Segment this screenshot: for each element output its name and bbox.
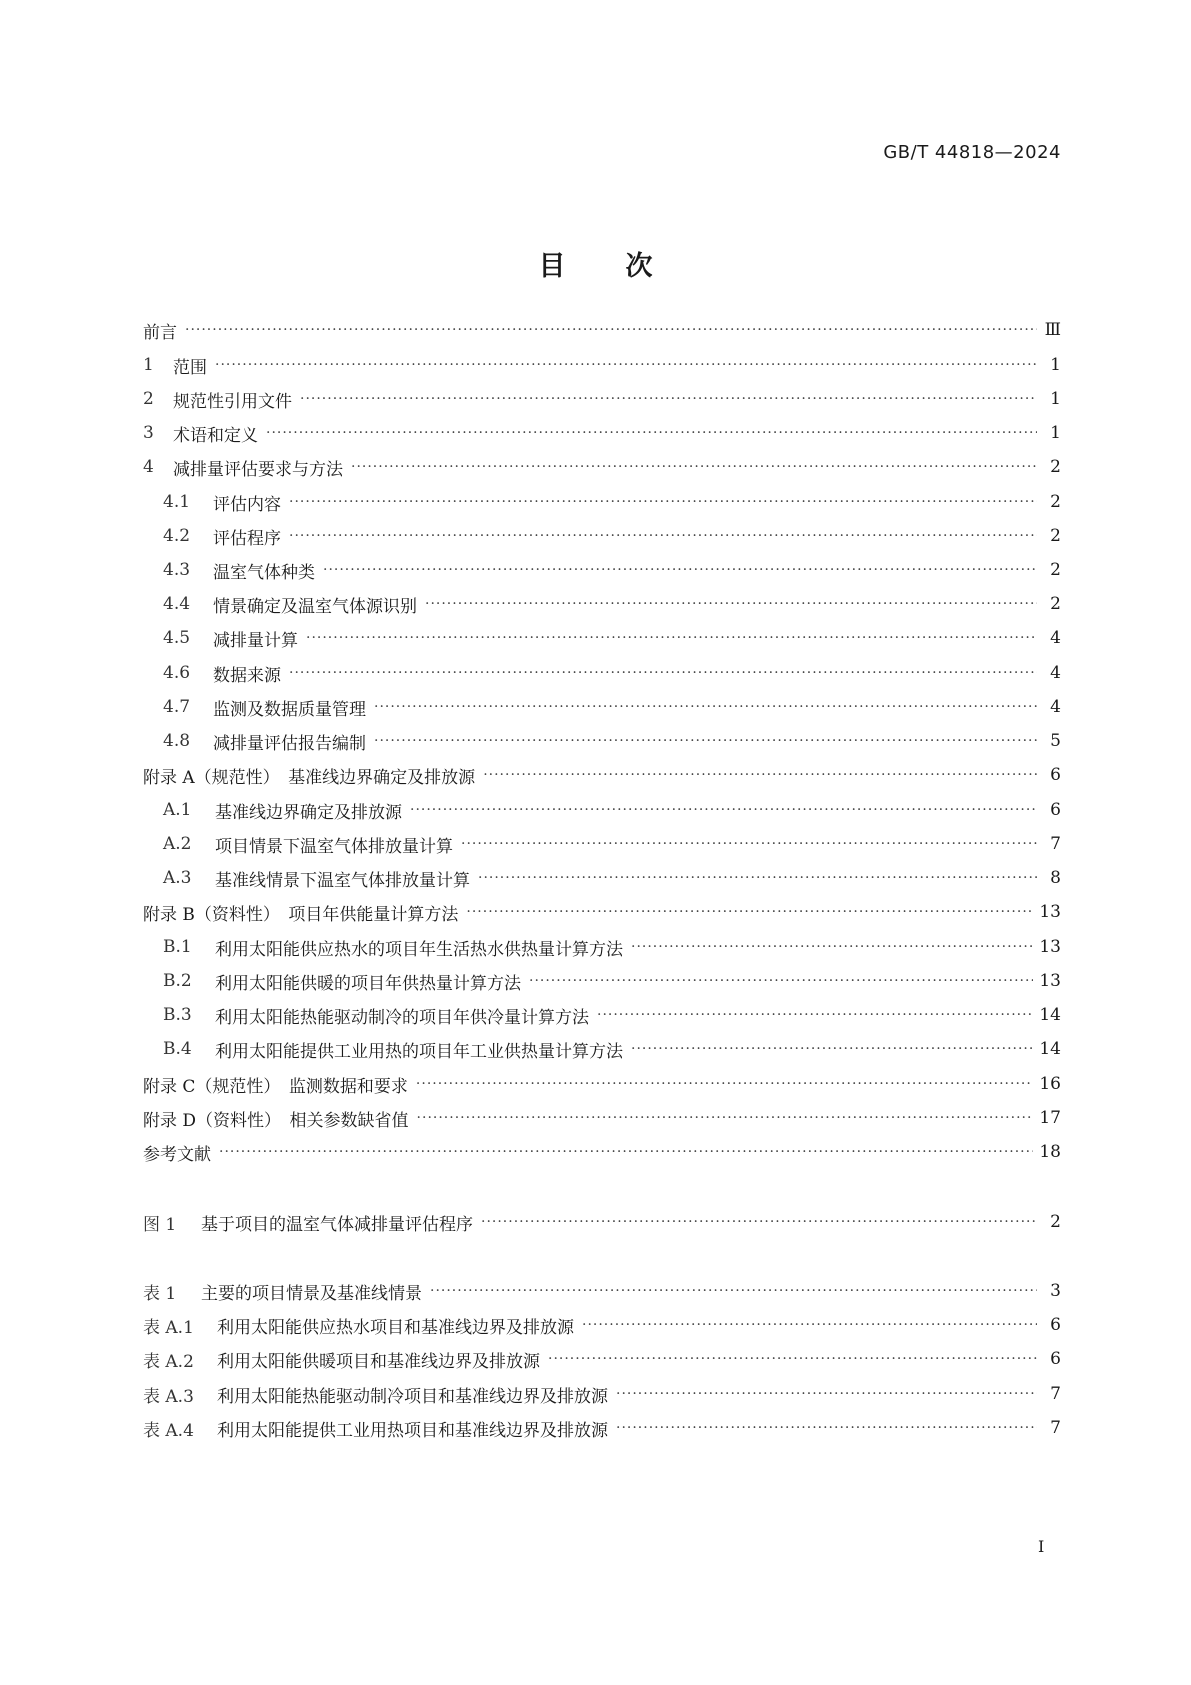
page-folio: Ⅰ <box>1038 1537 1045 1556</box>
dot-leader <box>466 904 1033 920</box>
toc-entry-4-4[interactable] <box>143 590 1061 618</box>
toc-entry-page: 1 <box>1050 389 1061 409</box>
toc-entry-page: 18 <box>1039 1142 1061 1162</box>
toc-entry-label: 项目情景下温室气体排放量计算 <box>215 836 453 857</box>
toc-entry-number: B.1 <box>163 937 192 957</box>
toc-entry-3[interactable] <box>143 419 1061 447</box>
toc-entry-label: 评估程序 <box>213 528 281 549</box>
toc-entry-page: 4 <box>1050 663 1061 683</box>
toc-entry-b-2[interactable] <box>143 967 1061 995</box>
dot-leader <box>351 459 1037 475</box>
page-title-char-1: 目 <box>538 251 566 282</box>
toc-entry-number: A.1 <box>163 800 192 820</box>
dot-leader <box>374 699 1037 715</box>
toc-entry-page: 17 <box>1039 1108 1061 1128</box>
dot-leader <box>529 973 1033 989</box>
toc-entry-page: 13 <box>1039 902 1061 922</box>
toc-entry-label: 情景确定及温室气体源识别 <box>213 596 417 617</box>
toc-entry-label: 利用太阳能供暖的项目年供热量计算方法 <box>215 973 521 994</box>
toc-entry-page: 2 <box>1050 594 1061 614</box>
toc-entry-label: 减排量计算 <box>213 630 298 651</box>
toc-entry-number: 图 1 <box>143 1214 177 1235</box>
toc-entry-table-1[interactable] <box>143 1277 1061 1305</box>
toc-entry-label: 利用太阳能热能驱动制冷的项目年供冷量计算方法 <box>215 1007 589 1028</box>
toc-entry-4-1[interactable] <box>143 488 1061 516</box>
dot-leader <box>478 870 1037 886</box>
toc-entry-label: 评估内容 <box>213 494 281 515</box>
dot-leader <box>416 1076 1033 1092</box>
dot-leader <box>425 596 1037 612</box>
toc-entry-appendix-d[interactable] <box>143 1104 1061 1132</box>
toc-entry-number: 表 A.2 <box>143 1351 194 1372</box>
toc-entry-number: B.4 <box>163 1039 192 1059</box>
toc-entry-page: 2 <box>1050 526 1061 546</box>
toc-entry-4-2[interactable] <box>143 522 1061 550</box>
toc-entry-page: 14 <box>1039 1005 1061 1025</box>
dot-leader <box>219 1144 1033 1160</box>
toc-entry-number: 4.7 <box>163 697 191 717</box>
toc-entry-label: 术语和定义 <box>173 425 258 446</box>
dot-leader <box>481 1214 1037 1230</box>
dot-leader <box>266 425 1037 441</box>
toc-entry-label: 范围 <box>173 357 207 378</box>
toc-entry-figure-1[interactable] <box>143 1208 1061 1236</box>
toc-entry-b-1[interactable] <box>143 933 1061 961</box>
dot-leader <box>548 1351 1037 1367</box>
toc-entry-number: B.2 <box>163 971 192 991</box>
toc-entry-4-3[interactable] <box>143 556 1061 584</box>
toc-entry-number: 4.6 <box>163 663 191 683</box>
toc-entry-foreword[interactable] <box>143 316 1061 344</box>
toc-entry-number: A.3 <box>163 868 192 888</box>
toc-entry-label: 基准线边界确定及排放源 <box>215 802 402 823</box>
toc-entry-page: 2 <box>1050 1212 1061 1232</box>
toc-entry-label: 附录 D（资料性） 相关参数缺省值 <box>143 1110 409 1131</box>
dot-leader <box>410 802 1037 818</box>
toc-entry-label: 减排量评估报告编制 <box>213 733 366 754</box>
toc-entry-page: 2 <box>1050 457 1061 477</box>
dot-leader <box>323 562 1037 578</box>
toc-entry-number: B.3 <box>163 1005 192 1025</box>
dot-leader <box>306 630 1037 646</box>
toc-entry-page: 6 <box>1050 1349 1061 1369</box>
toc-entry-b-3[interactable] <box>143 1001 1061 1029</box>
toc-entry-4-7[interactable] <box>143 693 1061 721</box>
toc-entry-page: 1 <box>1050 423 1061 443</box>
toc-entry-number: 4.5 <box>163 628 191 648</box>
toc-entry-number: 表 A.1 <box>143 1317 194 1338</box>
dot-leader <box>631 939 1033 955</box>
toc-entry-label: 附录 C（规范性） 监测数据和要求 <box>143 1076 408 1097</box>
toc-entry-label: 利用太阳能提供工业用热的项目年工业供热量计算方法 <box>215 1041 623 1062</box>
toc-entry-number: 3 <box>143 423 154 443</box>
dot-leader <box>374 733 1037 749</box>
dot-leader <box>616 1386 1037 1402</box>
dot-leader <box>289 528 1037 544</box>
toc-entry-number: 4.4 <box>163 594 191 614</box>
toc-entry-number: 表 A.3 <box>143 1386 194 1407</box>
toc-entry-page: 6 <box>1050 800 1061 820</box>
toc-entry-label: 利用太阳能热能驱动制冷项目和基准线边界及排放源 <box>217 1386 608 1407</box>
toc-entry-page: 16 <box>1039 1074 1061 1094</box>
dot-leader <box>461 836 1037 852</box>
toc-entry-4-8[interactable] <box>143 727 1061 755</box>
toc-entry-number: 4.8 <box>163 731 191 751</box>
toc-entry-page: 13 <box>1039 937 1061 957</box>
toc-entry-page: 6 <box>1050 765 1061 785</box>
toc-entry-label: 减排量评估要求与方法 <box>173 459 343 480</box>
toc-entry-label: 利用太阳能供暖项目和基准线边界及排放源 <box>217 1351 540 1372</box>
toc-entry-label: 利用太阳能供应热水的项目年生活热水供热量计算方法 <box>215 939 623 960</box>
toc-entry-number: 4.2 <box>163 526 191 546</box>
toc-entry-4-6[interactable] <box>143 659 1061 687</box>
toc-entry-table-a-3[interactable] <box>143 1380 1061 1408</box>
toc-entry-label: 基准线情景下温室气体排放量计算 <box>215 870 470 891</box>
toc-entry-label: 主要的项目情景及基准线情景 <box>201 1283 422 1304</box>
toc-entry-1[interactable] <box>143 351 1061 379</box>
page-title <box>0 244 1191 283</box>
dot-leader <box>631 1041 1033 1057</box>
toc-entry-page: 2 <box>1050 560 1061 580</box>
toc-entry-page: 4 <box>1050 628 1061 648</box>
toc-entry-appendix-c[interactable] <box>143 1070 1061 1098</box>
toc-entry-page: 6 <box>1050 1315 1061 1335</box>
dot-leader <box>483 767 1037 783</box>
toc-entry-page: 13 <box>1039 971 1061 991</box>
toc-entry-page: Ⅲ <box>1044 320 1061 340</box>
toc-entry-a-2[interactable] <box>143 830 1061 858</box>
toc-entry-b-4[interactable] <box>143 1035 1061 1063</box>
toc-entry-number: 1 <box>143 355 154 375</box>
toc-entry-number: 表 1 <box>143 1283 177 1304</box>
toc-entry-number: 表 A.4 <box>143 1420 194 1441</box>
toc-entry-a-1[interactable] <box>143 796 1061 824</box>
toc-entry-page: 7 <box>1050 1384 1061 1404</box>
dot-leader <box>215 357 1037 373</box>
toc-entry-a-3[interactable] <box>143 864 1061 892</box>
dot-leader <box>582 1317 1037 1333</box>
toc-entry-number: 2 <box>143 389 154 409</box>
toc-entry-page: 7 <box>1050 834 1061 854</box>
toc-entry-label: 数据来源 <box>213 665 281 686</box>
dot-leader <box>289 665 1037 681</box>
standard-number: GB/T 44818—2024 <box>883 142 1061 163</box>
toc-entry-page: 8 <box>1050 868 1061 888</box>
toc-entry-4-5[interactable] <box>143 624 1061 652</box>
dot-leader <box>185 322 1037 338</box>
toc-entry-page: 1 <box>1050 355 1061 375</box>
toc-entry-label: 温室气体种类 <box>213 562 315 583</box>
toc-entry-page: 14 <box>1039 1039 1061 1059</box>
toc-entry-page: 2 <box>1050 492 1061 512</box>
dot-leader <box>597 1007 1033 1023</box>
toc-entry-page: 5 <box>1050 731 1061 751</box>
toc-entry-page: 7 <box>1050 1418 1061 1438</box>
dot-leader <box>417 1110 1034 1126</box>
toc-entry-label: 利用太阳能供应热水项目和基准线边界及排放源 <box>217 1317 574 1338</box>
toc-entry-label: 附录 B（资料性） 项目年供能量计算方法 <box>143 904 459 925</box>
toc-entry-number: 4.3 <box>163 560 191 580</box>
toc-entry-label: 基于项目的温室气体减排量评估程序 <box>201 1214 473 1235</box>
toc-entry-number: A.2 <box>163 834 192 854</box>
toc-entry-label: 规范性引用文件 <box>173 391 292 412</box>
toc-entry-number: 4.1 <box>163 492 191 512</box>
toc-entry-4[interactable] <box>143 453 1061 481</box>
dot-leader <box>616 1420 1037 1436</box>
toc-entry-label: 利用太阳能提供工业用热项目和基准线边界及排放源 <box>217 1420 608 1441</box>
toc-entry-page: 3 <box>1050 1281 1061 1301</box>
dot-leader <box>430 1283 1037 1299</box>
toc-entry-bibliography[interactable] <box>143 1138 1061 1166</box>
toc-entry-table-a-2[interactable] <box>143 1345 1061 1373</box>
toc-entry-appendix-b[interactable] <box>143 898 1061 926</box>
toc-entry-label: 参考文献 <box>143 1144 211 1165</box>
toc-entry-number: 4 <box>143 457 154 477</box>
toc-entry-table-a-1[interactable] <box>143 1311 1061 1339</box>
toc-entry-label: 前言 <box>143 322 177 343</box>
page-title-char-2: 次 <box>625 251 653 282</box>
dot-leader <box>289 494 1037 510</box>
toc-entry-appendix-a[interactable] <box>143 761 1061 789</box>
toc-entry-label: 监测及数据质量管理 <box>213 699 366 720</box>
dot-leader <box>300 391 1037 407</box>
toc-entry-label: 附录 A（规范性） 基准线边界确定及排放源 <box>143 767 476 788</box>
toc-entry-table-a-4[interactable] <box>143 1414 1061 1442</box>
toc-entry-2[interactable] <box>143 385 1061 413</box>
toc-entry-page: 4 <box>1050 697 1061 717</box>
